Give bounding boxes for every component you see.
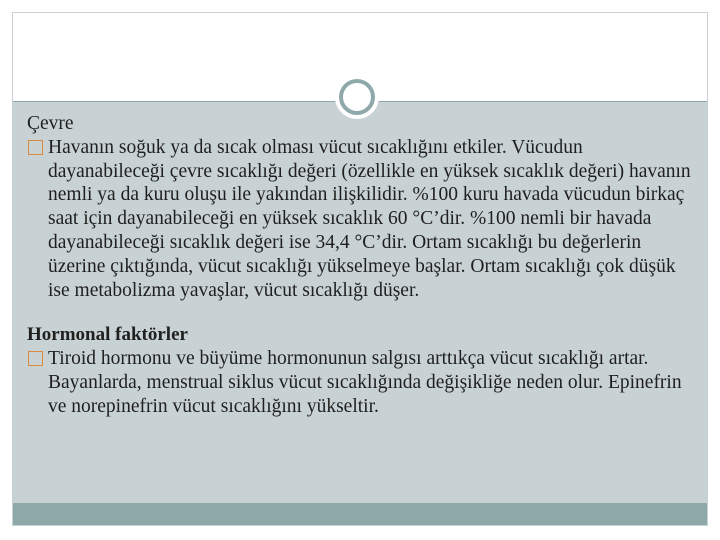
slide-body (27, 112, 697, 419)
section-heading-hormonal: Hormonal faktörler (27, 324, 188, 346)
paragraph-text-cevre: Havanın soğuk ya da sıcak olması vücut sıcaklığını etkiler. Vücudun dayanabileceği çevre sıcaklığı değeri (özellikle en yüksek sıcaklık değeri) havanın nemli ya da kuru oluşu ile yakından ilişkilidir. %100 kuru havada vücudun birkaç saat için dayanabileceği en yüksek sıcaklık 60 °C’dir. %100 nemli bir havada dayanabileceği sıcaklık değeri ise 34,4 °C’dir. Ortam sıcaklığı bu değerlerin üzerine çıktığında, vücut sıcaklığı yükselmeye başlar. Ortam sıcaklığı çok düşük ise metabolizma yavaşlar, vücut sıcaklığı düşer. (48, 136, 691, 301)
bullet-paragraph-hormonal (27, 347, 697, 418)
bottom-bar (13, 503, 707, 525)
section-heading-cevre: Çevre (27, 113, 74, 134)
bullet-paragraph-cevre (27, 136, 697, 303)
paragraph-text-hormonal: Tiroid hormonu ve büyüme hormonunun salgısı arttıkça vücut sıcaklığı artar. Bayanlarda, menstrual siklus vücut sıcaklığında değişikliğe neden olur. Epinefrin ve norepinefrin vücut sıcaklığını yükseltir. (48, 348, 682, 417)
square-bullet-icon (28, 351, 43, 366)
circle-ornament (339, 79, 375, 115)
square-bullet-icon (28, 140, 43, 155)
